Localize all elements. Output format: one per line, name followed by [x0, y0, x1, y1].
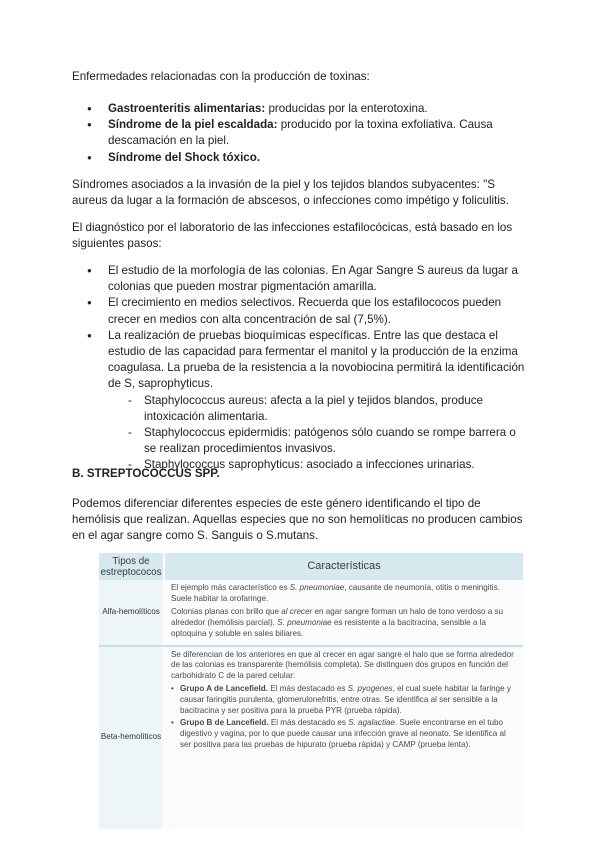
row-content-alfa: El ejemplo más característico es S. pneumoniae, causante de neumonía, otitis o meningitis. Suele habitar la orofaringe. Colonias planas con brillo que al crecer en agar sangre forman un halo de tono verdoso a su alrededor (hemólisis parcial). S. pneumoniae es resistente a la bacitracina, sensible a la optoquina y soluble en sales biliares. — [164, 580, 523, 646]
table-header-types: Tipos de estreptococos — [99, 553, 164, 580]
table-row — [99, 580, 523, 646]
diagnosis-paragraph: El diagnóstico por el laboratorio de las infecciones estafilocócicas, está basado en los siguientes pasos: — [72, 221, 513, 251]
beta-groups-list — [171, 684, 519, 750]
streptococcus-types-table — [99, 553, 523, 829]
list-item: ● Síndrome de la piel escaldada: producido por la toxina exfoliativa. Causa descamación en la piel. — [72, 117, 527, 149]
list-item: • Grupo B de Lancefield. El más destacado es S. agalactiae. Suele encontrarse en el tubo digestivo y vagina, por lo que puede causar una infección grave al neonato. Se identifica al ser positiva para las pruebas de hipurato (prueba rápida) y CAMP (prueba lenta). — [171, 718, 519, 751]
list-item: ● Síndrome del Shock tóxico. — [72, 150, 527, 166]
list-item: - Staphylococcus epidermidis: patógenos sólo cuando se rompe barrera o se realizan procedimientos invasivos. — [108, 425, 527, 457]
list-item: - Staphylococcus saprophyticus: asociado a infecciones urinarias. — [108, 457, 527, 473]
list-item: ● El crecimiento en medios selectivos. Recuerda que los estafilococos pueden crecer en medios con alta concentración de sal (7,5%). — [72, 295, 527, 327]
list-item: - Staphylococcus aureus: afecta a la piel y tejidos blandos, produce intoxicación alimentaria. — [108, 393, 527, 425]
invasion-paragraph: Síndromes asociados a la invasión de la piel y los tejidos blandos subyacentes: "S aureus da lugar a la formación de abscesos, o infecciones como impétigo y foliculitis. — [72, 178, 509, 208]
toxin-list — [72, 101, 527, 166]
table-row — [99, 646, 523, 829]
table-header-row — [99, 553, 523, 580]
list-item: ● Gastroenteritis alimentarias: producidas por la enterotoxina. — [72, 101, 527, 117]
table-header-characteristics: Características — [164, 553, 523, 580]
row-label-alfa: Alfa-hemolíticos — [99, 580, 164, 646]
section-heading: B. STREPTOCOCCUS SPP. — [72, 467, 220, 480]
toxins-intro: Enfermedades relacionadas con la producción de toxinas: — [72, 70, 370, 83]
species-list — [108, 393, 527, 474]
list-item: ● El estudio de la morfología de las colonias. En Agar Sangre S aureus da lugar a colonias que pueden mostrar pigmentación amarilla. — [72, 263, 527, 295]
list-item: ● La realización de pruebas bioquímicas específicas. Entre las que destaca el estudio de las capacidad para fermentar el manitol y la producción de la enzima coagulasa. La prueba de la resistencia a la novobiocina permitirá la identificación de S, saprophyticus. - Staphylococcus aureus: afecta a la piel y tejidos blandos, produce intoxicación alimentaria. - Staphylococcus epidermidis: patógenos sólo cuando se rompe barrera o se realizan procedimientos invasivos. - Staphylococcus saprophyticus: asociado a infecciones urinarias. — [72, 328, 527, 474]
list-item: • Grupo A de Lancefield. El más destacado es S. pyogenes, el cual suele habitar la faringe y causar faringitis purulenta, glomerulonefritis, entre otras. Se identifica al ser sensible a la bacitracina y ser positiva para la prueba PYR (prueba rápida). — [171, 684, 519, 717]
diagnosis-steps-list — [72, 263, 527, 474]
row-label-beta: Beta-hemolíticos — [99, 646, 164, 829]
streptococcus-paragraph: Podemos diferenciar diferentes especies de este género identificando el tipo de hemólisis que realizan. Aquellas especies que no son hemolíticas no producen cambios en el agar sangre como S. Sanguis o S.mutans. — [72, 497, 523, 543]
row-content-beta: Se diferencian de los anteriores en que al crecer en agar sangre el halo que se forma alrededor de las colonias es transparente (hemólisis completa). Se distinguen dos grupos en función del carbohidrato C de la pared celular: • Grupo A de Lancefield. El más destacado es S. pyogenes, el cual suele habitar la faringe y causar faringitis purulenta, glomerulonefritis, entre otras. Se identifica al ser sensible a la bacitracina y ser positiva para la prueba PYR (prueba rápida). • Grupo B de Lancefield. El más destacado es S. agalactiae. Suele encontrarse en el tubo digestivo y vagina, por lo que puede causar una infección grave al neonato. Se identifica al ser positiva para las pruebas de hipurato (prueba rápida) y CAMP (prueba lenta). — [164, 646, 523, 829]
